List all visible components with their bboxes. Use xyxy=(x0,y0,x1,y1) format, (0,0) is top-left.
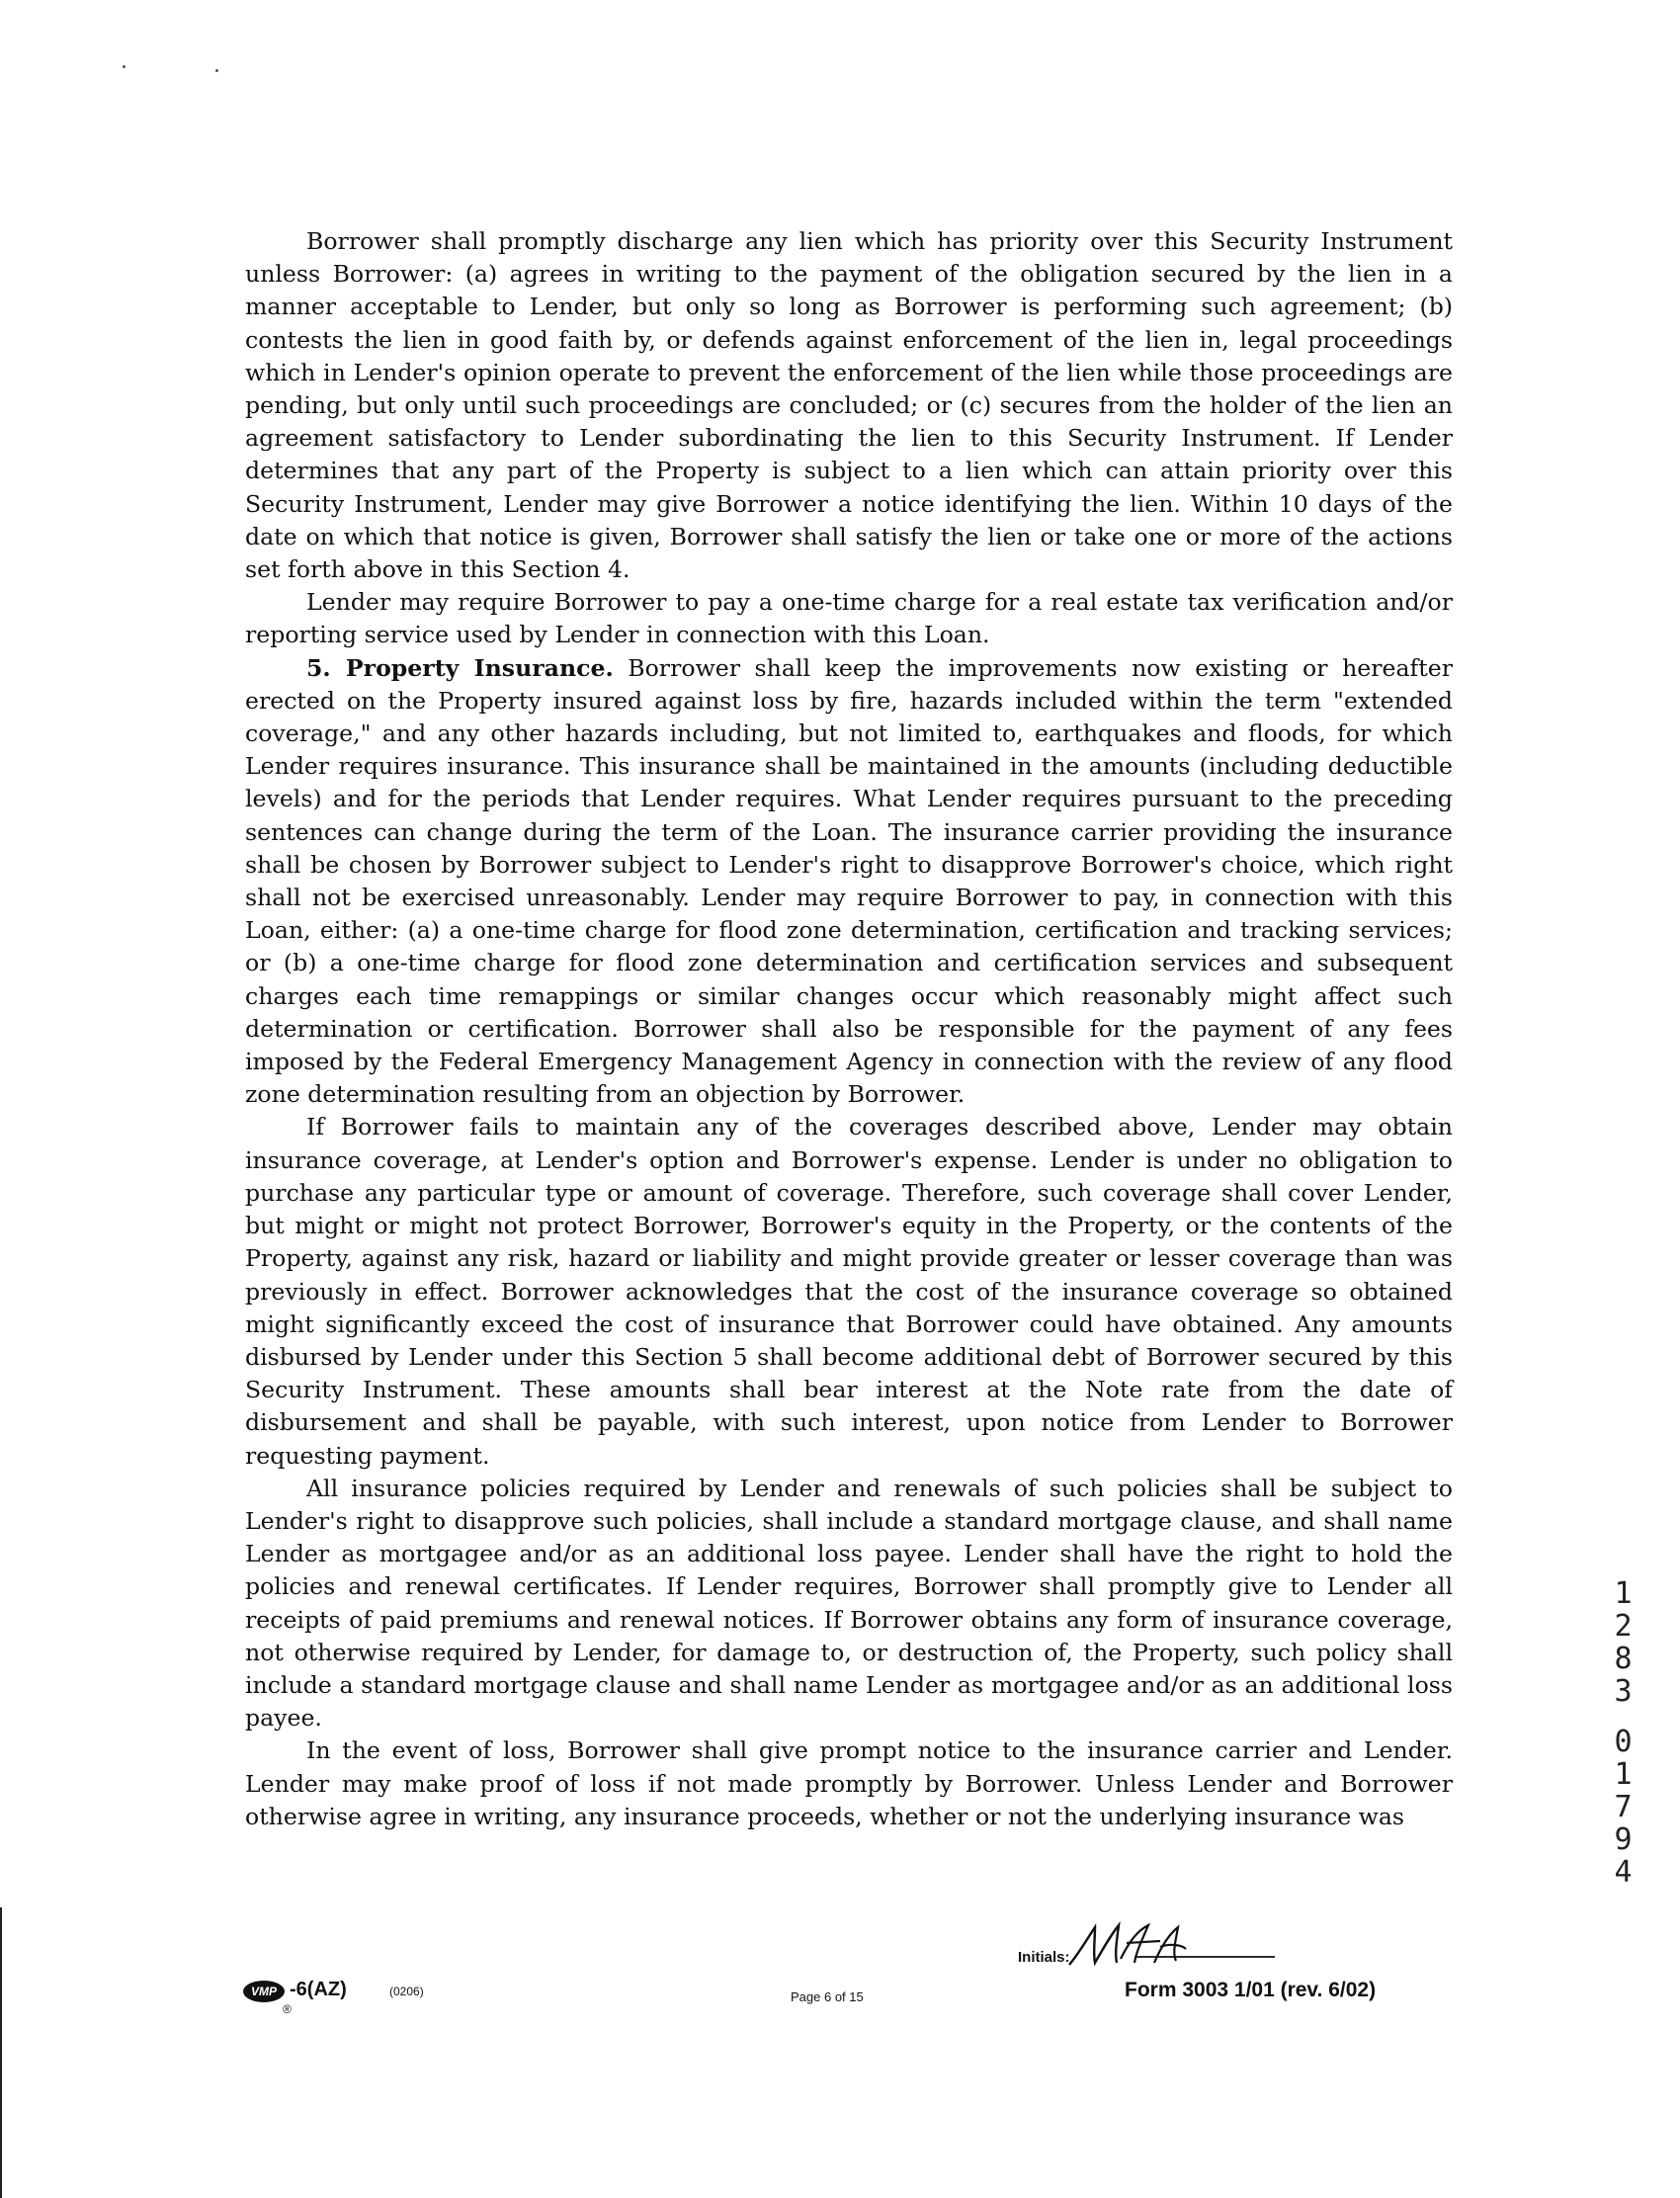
initials-label: Initials: xyxy=(1018,1949,1070,1966)
section-heading: 5. Property Insurance. xyxy=(306,653,614,682)
paragraph-text: All insurance policies required by Lender and renewals of such policies shall be subject to Lender's right to disapprove such policies, shall include a standard mortgage clause, and shall name Lender as mortgagee and/or as an additional loss payee. Lender shall have the right to hold the policies and renewal certificates. If Lender requires, Borrower shall promptly give to Lender all receipts of paid premiums and renewal notices. If Borrower obtains any form of insurance coverage, not otherwise required by Lender, for damage to, or destruction of, the Property, such policy shall include a standard mortgage clause and shall name Lender as mortgagee and/or as an additional loss payee. xyxy=(245,1474,1453,1733)
scan-speck xyxy=(123,65,126,68)
paragraph-text: Borrower shall keep the improvements now existing or hereafter erected on the Property insured against loss by fire, hazards included within the term "extended coverage," and any other hazards including, but not limited to, earthquakes and floods, for which Lender requires insurance. This insurance shall be maintained in the amounts (including deductible levels) and for the periods that Lender requires. What Lender requires pursuant to the preceding sentences can change during the term of the Loan. The insurance carrier providing the insurance shall be chosen by Borrower subject to Lender's right to disapprove Borrower's choice, which right shall not be exercised unreasonably. Lender may require Borrower to pay, in connection with this Loan, either: (a) a one-time charge for flood zone determination, certification and tracking services; or (b) a one-time charge for flood zone determination and certification services and subsequent charges each time remappings or similar changes occur which reasonably might affect such determination or certification. Borrower shall also be responsible for the payment of any fees imposed by the Federal Emergency Management Agency in connection with the review of any flood zone determination resulting from an objection by Borrower. xyxy=(245,653,1453,1109)
initials-signature xyxy=(1065,1919,1277,1975)
paragraph-tax-verification xyxy=(245,586,1453,651)
document-body xyxy=(245,225,1453,1833)
scan-speck xyxy=(215,69,218,72)
paragraph-text: In the event of loss, Borrower shall give prompt notice to the insurance carrier and Lender. Lender may make proof of loss if not made promptly by Borrower. Unless Lender and Borrower otherwise agree in writing, any insurance proceeds, whether or not the underlying insurance was xyxy=(245,1736,1453,1830)
paragraph-text: If Borrower fails to maintain any of the coverages described above, Lender may obtain insurance coverage, at Lender's option and Borrower's expense. Lender is under no obligation to purchase any particular type or amount of coverage. Therefore, such coverage shall cover Lender, but might or might not protect Borrower, Borrower's equity in the Property, or the contents of the Property, against any risk, hazard or liability and might provide greater or lesser coverage than was previously in effect. Borrower acknowledges that the cost of the insurance coverage so obtained might significantly exceed the cost of insurance that Borrower could have obtained. Any amounts disbursed by Lender under this Section 5 shall become additional debt of Borrower secured by this Security Instrument. These amounts shall bear interest at the Note rate from the date of disbursement and shall be payable, with such interest, upon notice from Lender to Borrower requesting payment. xyxy=(245,1113,1453,1470)
paragraph-lien-discharge xyxy=(245,225,1453,586)
page-number: Page 6 of 15 xyxy=(791,1989,864,2004)
paragraph-text: Borrower shall promptly discharge any lien which has priority over this Security Instrument unless Borrower: (a) agrees in writing to the payment of the obligation secured by the lien in a manner acceptable to Lender, but only so long as Borrower is performing such agreement; (b) contests the lien in good faith by, or defends against enforcement of the lien in, legal proceedings which in Lender's opinion operate to prevent the enforcement of the lien while those proceedings are pending, but only until such proceedings are concluded; or (c) secures from the holder of the lien an agreement satisfactory to Lender subordinating the lien to this Security Instrument. If Lender determines that any part of the Property is subject to a lien which can attain priority over this Security Instrument, Lender may give Borrower a notice identifying the lien. Within 10 days of the date on which that notice is given, Borrower shall satisfy the lien or take one or more of the actions set forth above in this Section 4. xyxy=(245,227,1453,584)
recording-stamp-first: 1283 xyxy=(1606,1576,1640,1707)
paragraph-text: Lender may require Borrower to pay a one-time charge for a real estate tax verification and/or reporting service used by Lender in connection with this Loan. xyxy=(245,588,1453,649)
form-code: -6(AZ) xyxy=(290,1979,347,2000)
paragraph-coverage-failure xyxy=(245,1111,1453,1472)
form-code-number: (0206) xyxy=(389,1985,424,1998)
form-name: Form 3003 1/01 (rev. 6/02) xyxy=(1125,1979,1377,2001)
scan-edge-line xyxy=(0,1907,2,2198)
vmp-logo: VMP xyxy=(243,1981,285,2002)
registered-mark: ® xyxy=(283,2002,292,2016)
paragraph-property-insurance xyxy=(245,652,1453,1112)
paragraph-event-of-loss xyxy=(245,1734,1453,1833)
paragraph-insurance-policies xyxy=(245,1473,1453,1735)
recording-stamp xyxy=(1603,1576,1642,1888)
recording-stamp-second: 01794 xyxy=(1606,1725,1640,1888)
